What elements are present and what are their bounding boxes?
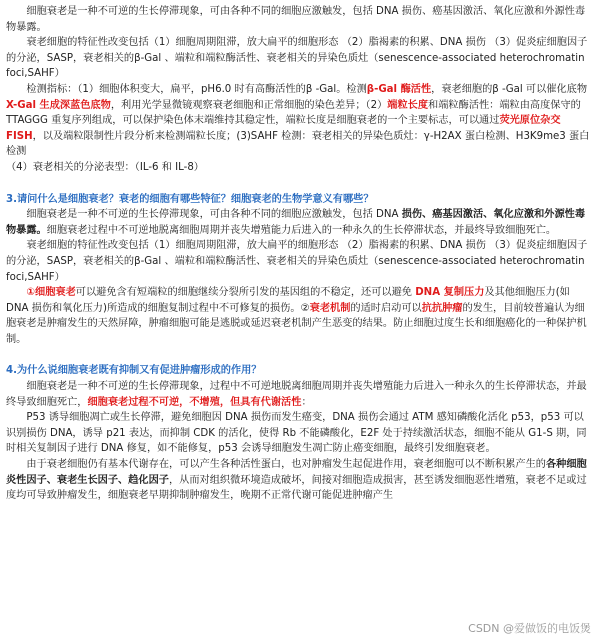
highlight-senescence: ①细胞衰老 [26,287,76,299]
s1-paragraph-1: 细胞衰老是一种不可逆的生长停滞现象，可由各种不同的细胞应激触发，包括 DNA 损伤、癌基因激活、氧化应激和外源性毒物暴露。 [6,6,586,33]
highlight-replication-stress: DNA 复制压力 [415,287,485,299]
text-run: 可以避免含有短端粒的细胞继续分裂所引发的基因组的不稳定，还可以避免 [75,287,416,299]
highlight-mechanism: 衰老机制 [309,302,351,314]
text-run: 的适时启动可以 [350,302,422,314]
spacer [6,347,593,353]
s4-paragraph-3 [6,457,593,504]
highlight-irreversible: 细胞衰老过程不可逆，不增殖，但具有代谢活性 [87,396,302,408]
s4-paragraph-2: P53 诱导细胞凋亡或生长停滞，避免细胞因 DNA 损伤而发生癌变，DNA 损伤会通过 ATM 感知磷酸化活化 p53，p53 可以识别损伤 DNA，诱导 p21 表达，而抑制 CDK 的活化，使得 Rb 不能磷酸化，E2F 处于持续激活状态，细胞不能从 G1-S 期，同时相关复制因子进行 DNA 修复，如不能修复，p53 会诱导细胞发生凋亡防止癌变细胞，最终引发细胞衰老。 [6,412,587,455]
s1-paragraph-2: 衰老细胞的特征性改变包括（1）细胞周期阻滞，放大扁平的细胞形态 （2）脂褐素的积累、DNA 损伤 （3）促炎症细胞因子的分泌，SASP，衰老相关的β-Gal 、端粒和端粒酶活性、衰老相关的异染色质灶（senescence-associated heterochromatin foci,SAHF） [6,37,588,80]
highlight-xgal: X-Gal 生成深蓝色底物 [6,99,111,111]
text-run: 及其他细胞压力(如 DNA 损伤和氧化压力)所造成的细胞复制过程中不可修复的损伤。② [6,287,570,314]
text-run: 由于衰老细胞仍有基本代谢存在，可以产生各种活性蛋白，也对肿瘤发生起促进作用，衰老细胞可以不断积累产生的 [26,459,546,471]
highlight-telomere-length: 端粒长度 [387,99,429,111]
text-run: ，从而对组织微环境造成破坏，间接对细胞造成损害，甚至诱发细胞恶性增殖，衰老不足或过度均可导致肿瘤发生，细胞衰老早期抑制肿瘤发生，晚期不正常代谢可能促进肿瘤产生 [6,474,587,502]
section-3-heading: 3.请问什么是细胞衰老？衰老的细胞有哪些特征？细胞衰老的生物学意义有哪些？ [6,193,374,205]
text-run: 和端粒酶活性：端粒由高度保守的 TTAGGG 重复序列组成，可以保护染色体末端维持其稳定性，端粒长度是细胞衰老的一个主要标志，可以通过 [6,99,581,127]
highlight-fish: 荧光原位杂交 FISH [6,115,561,142]
s4-paragraph-1 [6,379,593,410]
bold-run: 各种细胞炎性因子、衰老生长因子、趋化因子 [6,459,587,486]
text-run: ： [301,396,312,408]
highlight-beta-gal: β-Gal 酶活性 [366,83,432,95]
s1-paragraph-4: （4）衰老相关的分泌表型：（IL-6 和 IL-8） [6,161,204,173]
text-run: ，衰老细胞的β -Gal 可以催化底物 [431,83,588,95]
s3-paragraph-2: 衰老细胞的特征性改变包括（1）细胞周期阻滞，放大扁平的细胞形态 （2）脂褐素的积累、DNA 损伤 （3）促炎症细胞因子的分泌，SASP，衰老相关的β-Gal 、端粒和端粒酶活性、衰老相关的异染色质灶（senescence-associated heterochromatin foci,SAHF） [6,240,588,283]
s1-paragraph-3 [6,82,593,160]
text-run: 检测指标：（1）细胞体积变大，扁平，pH6.0 时有高酶活性的β -Gal。检测 [26,83,367,95]
spacer [6,176,593,182]
text-run: ，以及端粒限制性片段分析来检测端粒长度；(3)SAHF 检测：衰老相关的异染色质灶：γ-H2AX 蛋白检测、H3K9me3 蛋白检测 [6,130,590,158]
section-4-heading: 4.为什么说细胞衰老既有抑制又有促进肿瘤形成的作用？ [6,365,262,377]
text-run: 细胞衰老是一种不可逆的生长停滞现象，可由各种不同的细胞应激触发，包括 DNA [26,209,402,221]
text-run: 细胞衰老是一种不可逆的生长停滞现象，过程中不可逆地脱离细胞周期并丧失增殖能力后进入一种永久的生长停滞状态，并最终导致细胞死亡， [6,381,587,408]
s3-paragraph-1 [6,207,593,238]
text-run: 细胞衰老过程中不可逆地脱离细胞周期并丧失增殖能力后进入的一种永久的生长停滞状态，并最终导致细胞死亡。 [46,224,557,236]
s3-paragraph-3 [6,285,593,347]
bold-run: 损伤、癌基因激活、氧化应激和外源性毒物暴露。 [6,209,586,236]
csdn-watermark: CSDN @爱做饭的电饭煲 [468,622,591,635]
text-run: 的发生，目前较普遍认为细胞衰老是肿瘤发生的天然屏障，肿瘤细胞可能是逃脱或延迟衰老机制产生恶变的结果。防止细胞过度生长和细胞癌化的一种保护机制。 [6,302,587,345]
highlight-anti-tumor: 抗抗肿瘤 [421,302,463,314]
text-run: ，利用光学显微镜观察衰老细胞和正常细胞的染色差异；（2） [110,99,388,111]
